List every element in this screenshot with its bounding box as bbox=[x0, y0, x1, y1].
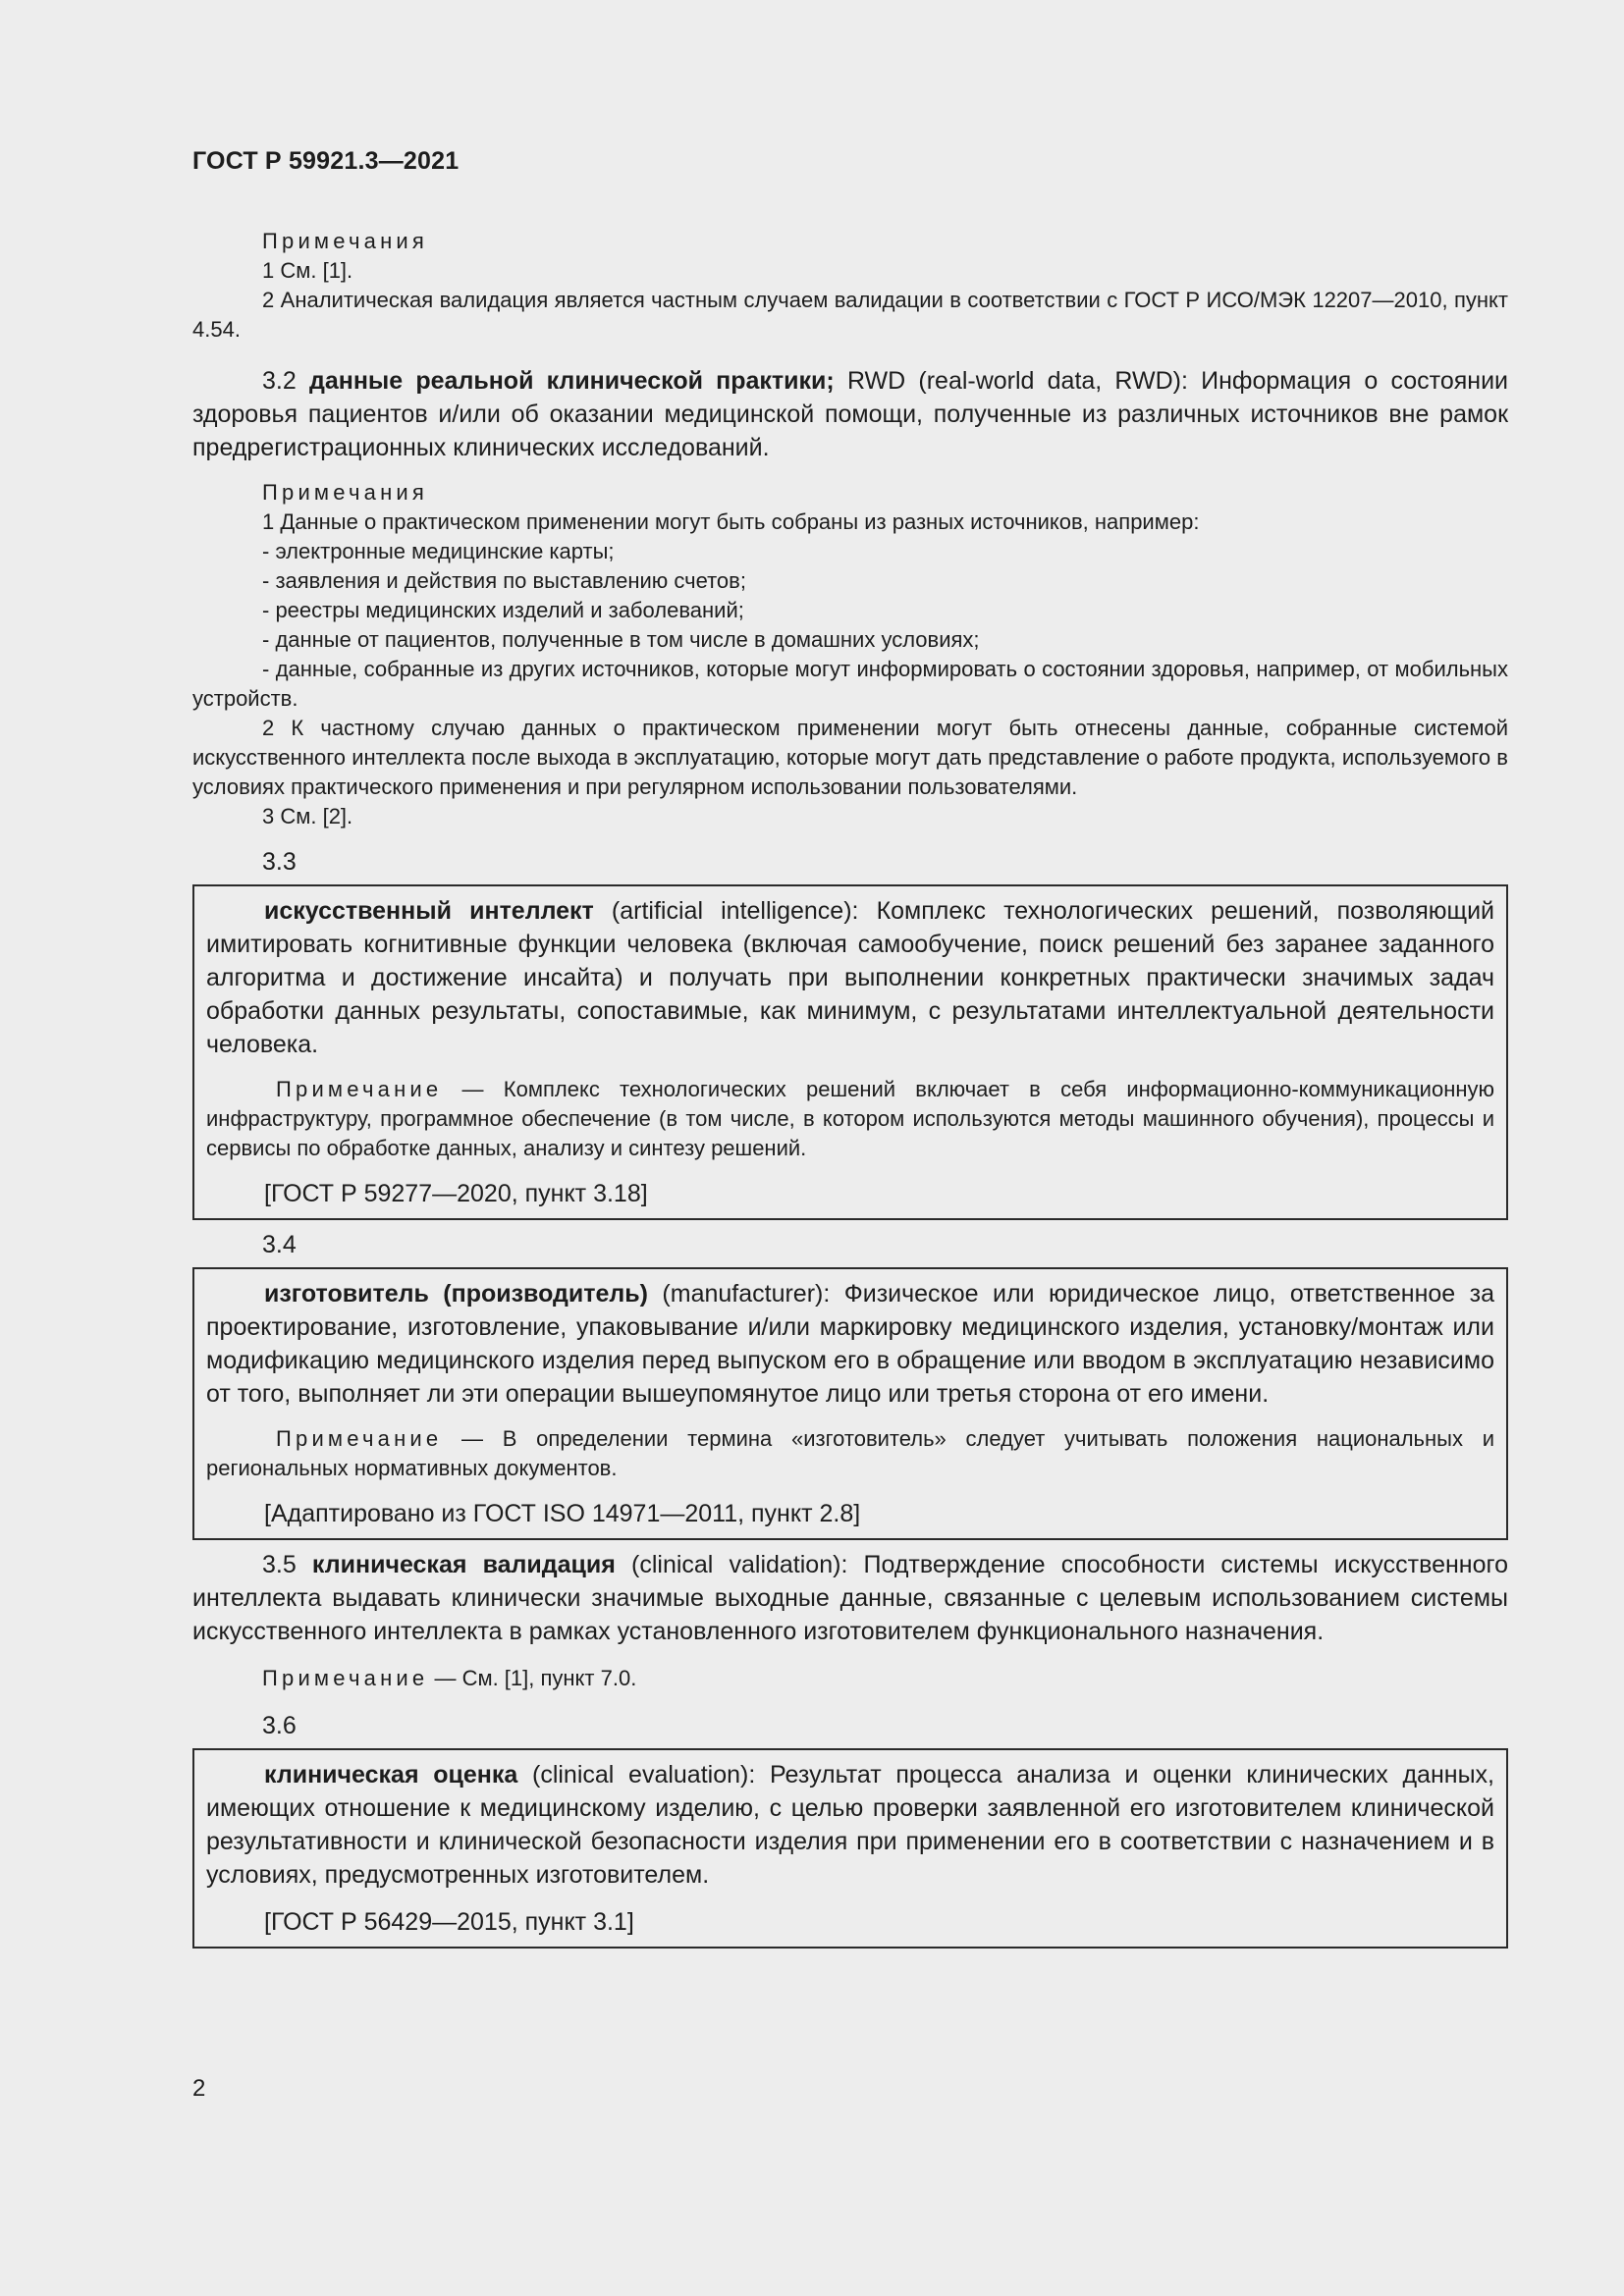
note-label: Примечание bbox=[262, 1666, 429, 1690]
definition-box-3-6 bbox=[192, 1748, 1508, 1949]
note-line: 1 См. [1]. bbox=[262, 258, 353, 283]
term: данные реальной клинической практики; bbox=[308, 367, 835, 395]
notes-heading: Примечания bbox=[262, 480, 429, 505]
note-label: Примечание bbox=[276, 1077, 443, 1101]
clause-number: 3.4 bbox=[262, 1231, 297, 1258]
source-reference: [Адаптировано из ГОСТ ISO 14971—2011, пункт 2.8] bbox=[264, 1500, 861, 1527]
term: изготовитель (производитель) bbox=[264, 1280, 648, 1308]
definition-3-5 bbox=[192, 1548, 1508, 1648]
term: клиническая валидация bbox=[311, 1551, 616, 1578]
note-line: - данные от пациентов, полученные в том числе в домашних условиях; bbox=[262, 627, 980, 652]
notes-block-3-2 bbox=[192, 478, 1508, 831]
clause-number: 3.6 bbox=[262, 1712, 297, 1739]
document-header: ГОСТ Р 59921.3—2021 bbox=[192, 147, 460, 175]
source-reference: [ГОСТ Р 59277—2020, пункт 3.18] bbox=[264, 1180, 648, 1207]
definition-3-2 bbox=[192, 364, 1508, 464]
definition-text: (manufacturer): Физическое или юридическое лицо, ответственное за проектирование, изготовление, упаковывание и/или маркировку медицинского изделия, установку/монтаж или модификацию медицинского изделия перед выпуском его в обращение или вводом в эксплуатацию независимо от того, выполняет ли эти операции вышеупомянутое лицо или третья сторона от его имени. bbox=[206, 1280, 1494, 1408]
note-line: 1 Данные о практическом применении могут быть собраны из разных источников, например: bbox=[262, 509, 1200, 534]
definition-text: (clinical evaluation): Результат процесса анализа и оценки клинических данных, имеющих отношение к медицинскому изделию, с целью проверки заявленной его изготовителем клинической результативности и клинической безопасности изделия при применении его в соответствии с назначением и в условиях, предусмотренных изготовителем. bbox=[206, 1761, 1494, 1889]
definition-text: (artificial intelligence): Комплекс технологических решений, позволяющий имитировать когнитивные функции человека (включая самообучение, поиск решений без заранее заданного алгоритма и достижение инсайта) и получать при выполнении конкретных практически значимых задач обработки данных результаты, сопоставимые, как минимум, с результатами интеллектуальной деятельности человека. bbox=[206, 897, 1495, 1058]
clause-number: 3.5 bbox=[262, 1551, 297, 1578]
document-page bbox=[192, 147, 1508, 1949]
definition-text: RWD (real-world data, RWD): Информация о состоянии здоровья пациентов и/или об оказании медицинской помощи, полученные из различных источников вне рамок предрегистрационных клинических исследований. bbox=[192, 367, 1509, 461]
page-number: 2 bbox=[192, 2075, 206, 2102]
definition-box-3-3 bbox=[192, 884, 1508, 1220]
notes-heading: Примечания bbox=[262, 229, 429, 253]
note-line: - данные, собранные из других источников, которые могут информировать о состоянии здоровья, например, от мобильных устройств. bbox=[192, 657, 1508, 711]
note-line: 2 Аналитическая валидация является частным случаем валидации в соответствии с ГОСТ Р ИСО/МЭК 12207—2010, пункт 4.54. bbox=[192, 288, 1508, 342]
note-line: - заявления и действия по выставлению счетов; bbox=[262, 568, 746, 593]
note-text: — Комплекс технологических решений включает в себя информационно-коммуникационную инфраструктуру, программное обеспечение (в том числе, в котором используются методы машинного обучения), процессы и сервисы по обработке данных, анализу и синтезу решений. bbox=[206, 1077, 1494, 1160]
definition-text: (clinical validation): Подтверждение способности системы искусственного интеллекта выдавать клинически значимые выходные данные, связанные с целевым использованием системы искусственного интеллекта в рамках установленного изготовителем функционального назначения. bbox=[192, 1551, 1508, 1645]
note-line: - электронные медицинские карты; bbox=[262, 539, 615, 563]
term: клиническая оценка bbox=[264, 1761, 518, 1789]
clause-number: 3.2 bbox=[262, 367, 297, 395]
notes-block-top bbox=[192, 227, 1508, 345]
source-reference: [ГОСТ Р 56429—2015, пункт 3.1] bbox=[264, 1908, 634, 1936]
clause-number: 3.3 bbox=[262, 848, 297, 876]
note-line: 3 См. [2]. bbox=[262, 804, 353, 828]
term: искусственный интеллект bbox=[264, 897, 594, 925]
notes-block-3-5 bbox=[192, 1664, 1508, 1693]
note-text: — В определении термина «изготовитель» следует учитывать положения национальных и региональных нормативных документов. bbox=[206, 1426, 1494, 1480]
note-label: Примечание bbox=[276, 1426, 443, 1451]
note-line: - реестры медицинских изделий и заболеваний; bbox=[262, 598, 744, 622]
note-line: 2 К частному случаю данных о практическом применении могут быть отнесены данные, собранные системой искусственного интеллекта после выхода в эксплуатацию, которые могут дать представление о работе продукта, используемого в условиях практического применения и при регулярном использовании пользователями. bbox=[192, 716, 1508, 799]
definition-box-3-4 bbox=[192, 1267, 1508, 1540]
note-text: — См. [1], пункт 7.0. bbox=[428, 1666, 637, 1690]
